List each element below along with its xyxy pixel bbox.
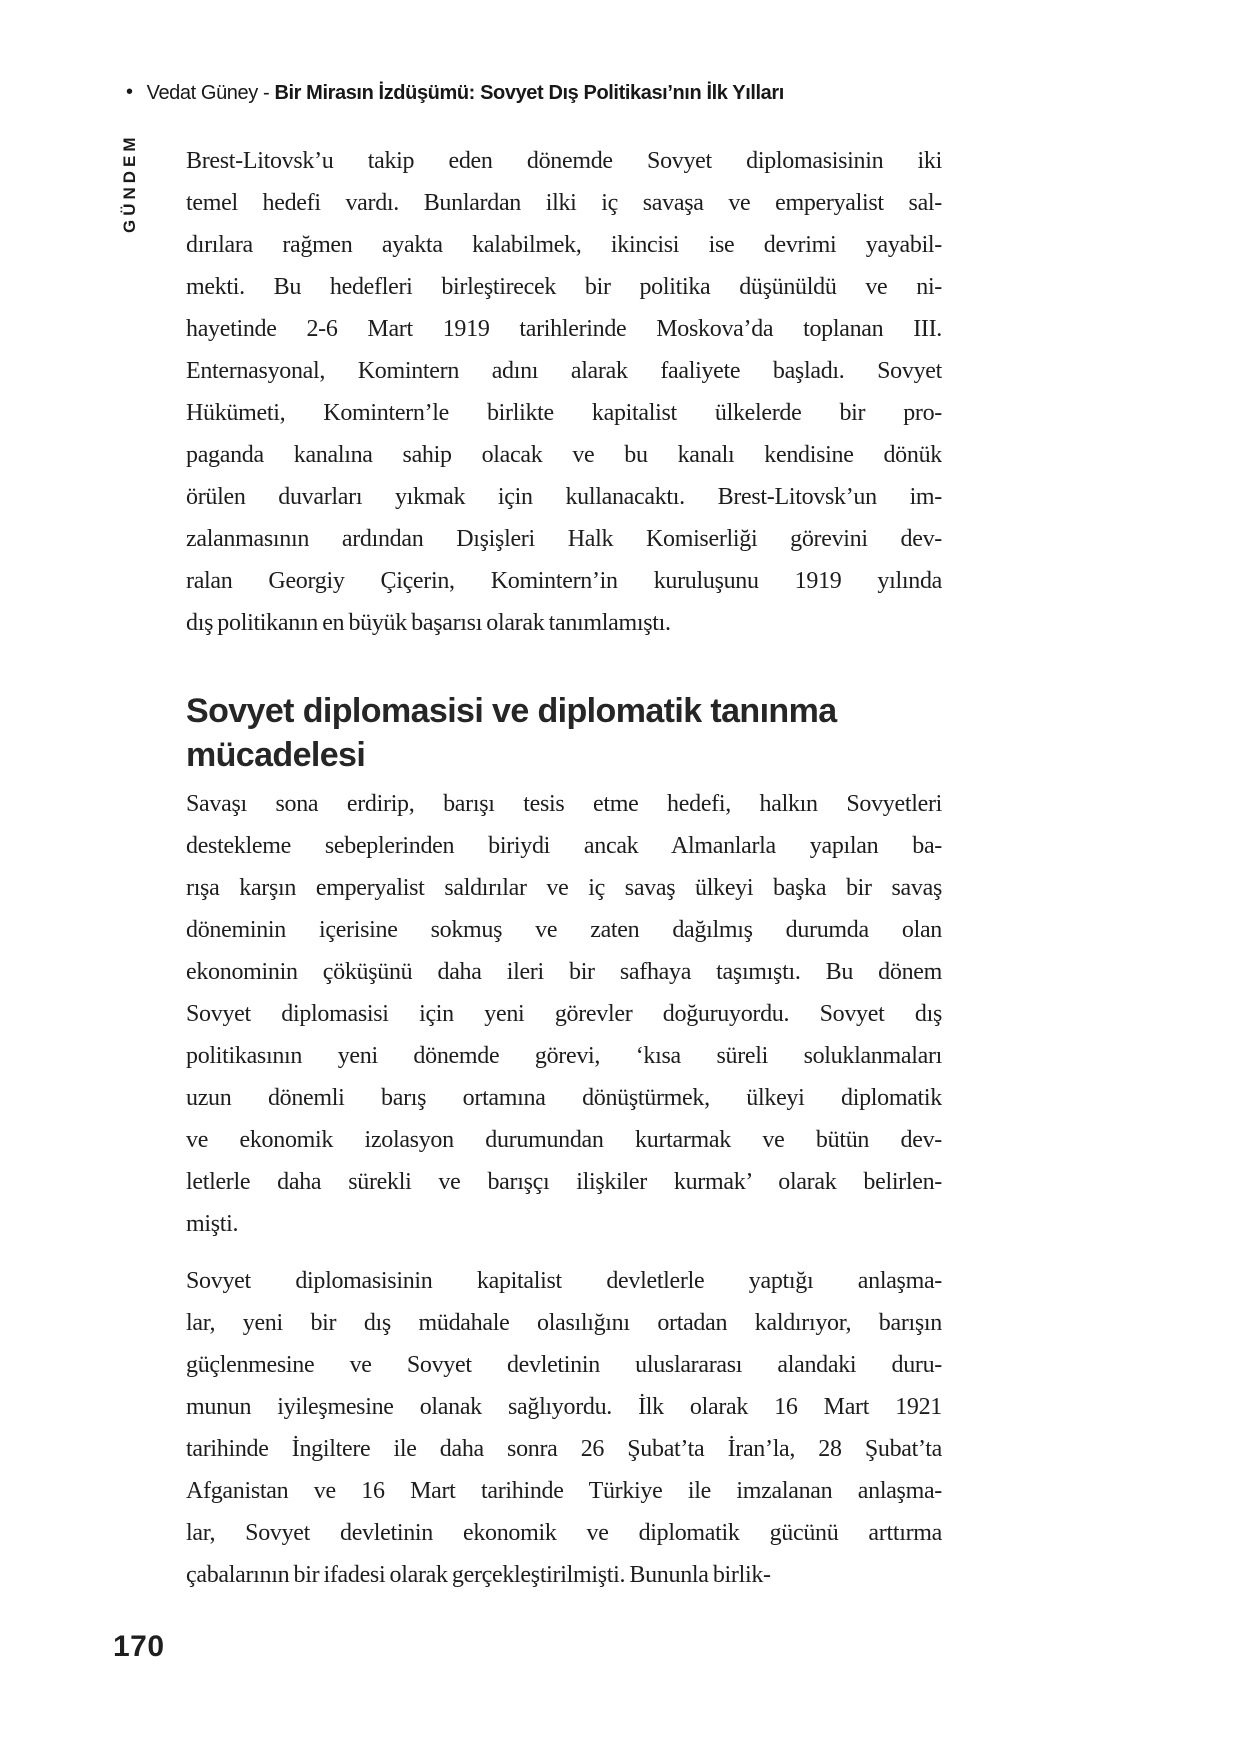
body-paragraph-1 [186,140,942,644]
text-line: dış politikanın en büyük başarısı olarak tanımlamıştı. [186,610,671,636]
text-line: örülen duvarları yıkmak için kullanacaktı. Brest-Litovsk’un im- [186,484,942,510]
text-line: döneminin içerisine sokmuş ve zaten dağılmış durumda olan [186,917,942,943]
body-paragraph-3 [186,1260,942,1596]
text-line: lar, yeni bir dış müdahale olasılığını ortadan kaldırıyor, barışın [186,1310,942,1336]
text-line: ralan Georgiy Çiçerin, Komintern’in kuruluşunu 1919 yılında [186,568,942,594]
text-line: uzun dönemli barış ortamına dönüştürmek, ülkeyi diplomatik [186,1085,942,1111]
text-line: Savaşı sona erdirip, barışı tesis etme hedefi, halkın Sovyetleri [186,791,942,817]
text-line: ekonominin çöküşünü daha ileri bir safhaya taşımıştı. Bu dönem [186,959,942,985]
text-line: Enternasyonal, Komintern adını alarak faaliyete başladı. Sovyet [186,358,942,384]
text-line: mekti. Bu hedefleri birleştirecek bir politika düşünüldü ve ni- [186,274,942,300]
text-line: tarihinde İngiltere ile daha sonra 26 Şubat’ta İran’la, 28 Şubat’ta [186,1436,942,1462]
text-line: Afganistan ve 16 Mart tarihinde Türkiye ile imzalanan anlaşma- [186,1478,942,1504]
section-heading: Sovyet diplomasisi ve diplomatik tanınma mücadelesi [186,692,837,774]
text-line: zalanmasının ardından Dışişleri Halk Komiserliği görevini dev- [186,526,942,552]
text-line: Sovyet diplomasisi için yeni görevler doğuruyordu. Sovyet dış [186,1001,942,1027]
text-line: Hükümeti, Komintern’le birlikte kapitalist ülkelerde bir pro- [186,400,942,426]
text-line: ve ekonomik izolasyon durumundan kurtarmak ve bütün dev- [186,1127,942,1153]
text-line: paganda kanalına sahip olacak ve bu kanalı kendisine dönük [186,442,942,468]
text-line: hayetinde 2-6 Mart 1919 tarihlerinde Moskova’da toplanan III. [186,316,942,342]
text-column [186,140,942,1596]
text-line: politikasının yeni dönemde görevi, ‘kısa süreli soluklanmaları [186,1043,942,1069]
text-line: güçlenmesine ve Sovyet devletinin uluslararası alandaki duru- [186,1352,942,1378]
text-line: rışa karşın emperyalist saldırılar ve iç savaş ülkeyi başka bir savaş [186,875,942,901]
text-line: çabalarının bir ifadesi olarak gerçekleştirilmişti. Bununla birlik- [186,1562,771,1588]
page-number: 170 [113,1630,165,1663]
body-paragraph-2 [186,783,942,1245]
text-line: temel hedefi vardı. Bunlardan ilki iç savaşa ve emperyalist sal- [186,190,942,216]
text-line: letlerle daha sürekli ve barışçı ilişkiler kurmak’ olarak belirlen- [186,1169,942,1195]
text-line: lar, Sovyet devletinin ekonomik ve diplomatik gücünü arttırma [186,1520,942,1546]
section-vertical-label: GÜNDEM [120,133,139,233]
bullet-icon: • [126,81,133,103]
text-line: munun iyileşmesine olanak sağlıyordu. İlk olarak 16 Mart 1921 [186,1394,942,1420]
text-line: mişti. [186,1211,239,1237]
running-header-title: Bir Mirasın İzdüşümü: Sovyet Dış Politikası’nın İlk Yılları [274,82,784,104]
text-line: dırılara rağmen ayakta kalabilmek, ikincisi ise devrimi yayabil- [186,232,942,258]
running-header-author: Vedat Güney - [146,82,275,104]
text-line: Sovyet diplomasisinin kapitalist devletlerle yaptığı anlaşma- [186,1268,942,1294]
running-header [126,82,784,105]
text-line: Brest-Litovsk’u takip eden dönemde Sovyet diplomasisinin iki [186,148,942,174]
text-line: destekleme sebeplerinden biriydi ancak Almanlarla yapılan ba- [186,833,942,859]
